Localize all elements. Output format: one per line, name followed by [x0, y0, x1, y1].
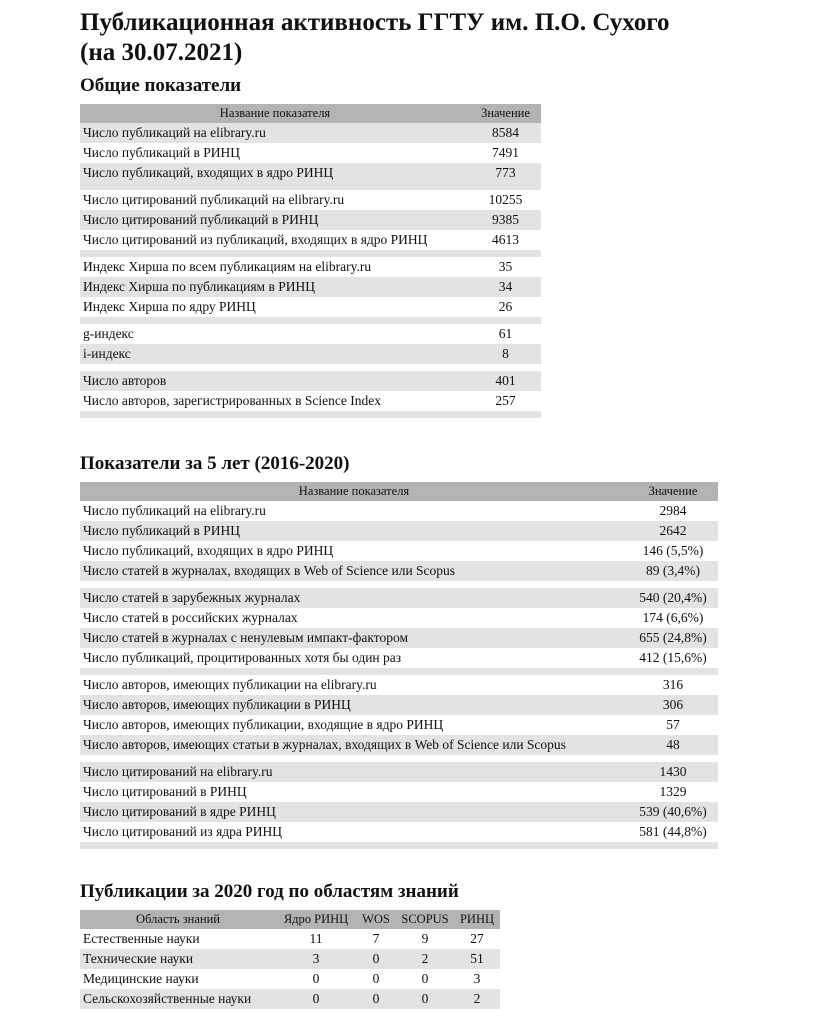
indicator-name: Число статей в российских журналах — [83, 610, 298, 625]
table-row — [80, 163, 541, 183]
indicator-value: 10255 — [488, 192, 523, 207]
page-title — [80, 0, 820, 68]
indicator-value: 257 — [495, 393, 516, 408]
indicator-value: 61 — [498, 326, 513, 341]
indicator-name: Число авторов, имеющих публикации на elibrary.ru — [83, 677, 377, 692]
table-row — [80, 782, 718, 802]
indicator-value: 1329 — [659, 784, 687, 799]
table-row — [80, 371, 541, 391]
row-separator — [80, 317, 541, 324]
row-separator — [80, 183, 541, 190]
indicator-value: 4613 — [492, 232, 519, 247]
row-separator — [80, 755, 718, 762]
table-row — [80, 735, 718, 755]
indicator-name: Число цитирований в ядре РИНЦ — [80, 802, 628, 822]
table-row — [80, 588, 718, 608]
column-header-name: Название показателя — [80, 104, 470, 123]
wos-count: 0 — [356, 949, 396, 969]
table-row — [80, 297, 541, 317]
indicator-value: 146 (5,5%) — [642, 543, 704, 558]
indicator-name: Число цитирований в РИНЦ — [83, 784, 247, 799]
wos-count: 0 — [356, 989, 396, 1009]
indicator-name: Индекс Хирша по всем публикациям на elibrary.ru — [83, 259, 372, 274]
indicator-value: 57 — [666, 717, 680, 732]
table-row — [80, 802, 718, 822]
table-row — [80, 521, 718, 541]
general-indicators-table — [80, 104, 541, 418]
column-header-value: Значение — [628, 482, 718, 501]
indicator-value: 174 (6,6%) — [642, 610, 704, 625]
indicator-value: 581 (44,8%) — [639, 824, 707, 839]
indicator-value: 539 (40,6%) — [628, 802, 718, 822]
table-row — [80, 929, 500, 949]
table-row — [80, 822, 718, 842]
indicator-name: Число авторов, зарегистрированных в Science Index — [83, 393, 382, 408]
table-row — [80, 989, 500, 1009]
indicator-value: 48 — [628, 735, 718, 755]
core-count: 0 — [276, 989, 356, 1009]
area-name: Сельскохозяйственные науки — [80, 989, 276, 1009]
area-name: Естественные науки — [83, 931, 200, 946]
table-row — [80, 257, 541, 277]
table-row — [80, 123, 541, 143]
indicator-name: Число публикаций, входящих в ядро РИНЦ — [80, 163, 470, 183]
indicator-value: 316 — [662, 677, 684, 692]
section-heading-general: Общие показатели — [80, 75, 242, 96]
indicator-name: Число цитирований на elibrary.ru — [80, 762, 628, 782]
indicator-value: 7491 — [492, 145, 519, 160]
indicator-name: Число цитирований публикаций на elibrary.ru — [83, 192, 345, 207]
table-row — [80, 608, 718, 628]
indicator-name: Число цитирований из публикаций, входящих в ядро РИНЦ — [83, 232, 428, 247]
rinc-count: 51 — [454, 949, 500, 969]
table-row — [80, 501, 718, 521]
table-row — [80, 277, 541, 297]
indicator-name: Индекс Хирша по публикациям в РИНЦ — [80, 277, 470, 297]
indicator-name: Число авторов, имеющих публикации, входящие в ядро РИНЦ — [83, 717, 444, 732]
indicator-name: Число публикаций, процитированных хотя бы один раз — [83, 650, 402, 665]
wos-count: 0 — [372, 971, 380, 986]
indicator-value: 8 — [470, 344, 541, 364]
document-page — [80, 0, 820, 1006]
indicator-value: 35 — [498, 259, 513, 274]
section-heading-knowledge-areas: Публикации за 2020 год по областям знаний — [80, 881, 459, 902]
table-row — [80, 715, 718, 735]
table-row — [80, 391, 541, 411]
knowledge-areas-table — [80, 910, 500, 1009]
table-row — [80, 344, 541, 364]
table-row — [80, 762, 718, 782]
indicator-value: 9385 — [470, 210, 541, 230]
section-heading-five-years: Показатели за 5 лет (2016-2020) — [80, 453, 350, 474]
column-header-core: Ядро РИНЦ — [276, 910, 356, 929]
table-row — [80, 210, 541, 230]
five-year-indicators-table — [80, 482, 718, 849]
indicator-value: 1430 — [628, 762, 718, 782]
column-header-wos: WOS — [356, 910, 396, 929]
indicator-name: g-индекс — [83, 326, 134, 341]
indicator-name: i-индекс — [80, 344, 470, 364]
scopus-count: 0 — [421, 971, 429, 986]
table-row — [80, 541, 718, 561]
row-separator — [80, 668, 718, 675]
indicator-name: Число авторов, имеющих публикации в РИНЦ — [80, 695, 628, 715]
core-count: 0 — [312, 971, 320, 986]
indicator-name: Число цитирований публикаций в РИНЦ — [80, 210, 470, 230]
indicator-name: Число цитирований из ядра РИНЦ — [83, 824, 283, 839]
table-row — [80, 969, 500, 989]
indicator-name: Число статей в журналах с ненулевым импакт-фактором — [80, 628, 628, 648]
indicator-name: Число публикаций в РИНЦ — [83, 145, 241, 160]
indicator-name: Число статей в зарубежных журналах — [80, 588, 628, 608]
indicator-value: 655 (24,8%) — [628, 628, 718, 648]
table-header-row — [80, 910, 500, 929]
row-separator — [80, 364, 541, 371]
row-separator — [80, 842, 718, 849]
indicator-name: Число публикаций на elibrary.ru — [80, 123, 470, 143]
column-header-name: Название показателя — [80, 482, 628, 501]
rinc-count: 27 — [470, 931, 484, 946]
indicator-value: 34 — [470, 277, 541, 297]
indicator-value: 89 (3,4%) — [628, 561, 718, 581]
indicator-value: 773 — [470, 163, 541, 183]
table-row — [80, 190, 541, 210]
row-separator — [80, 581, 718, 588]
row-separator — [80, 411, 541, 418]
area-name: Технические науки — [80, 949, 276, 969]
column-header-rinc: РИНЦ — [454, 910, 500, 929]
table-row — [80, 675, 718, 695]
scopus-count: 2 — [396, 949, 454, 969]
column-header-value: Значение — [470, 104, 541, 123]
rinc-count: 3 — [473, 971, 481, 986]
row-separator — [80, 250, 541, 257]
rinc-count: 2 — [454, 989, 500, 1009]
table-row — [80, 949, 500, 969]
indicator-name: Число публикаций в РИНЦ — [80, 521, 628, 541]
indicator-value: 401 — [470, 371, 541, 391]
scopus-count: 9 — [421, 931, 429, 946]
area-name: Медицинские науки — [83, 971, 199, 986]
indicator-value: 2642 — [628, 521, 718, 541]
table-row — [80, 628, 718, 648]
scopus-count: 0 — [396, 989, 454, 1009]
table-row — [80, 648, 718, 668]
table-row — [80, 561, 718, 581]
table-row — [80, 695, 718, 715]
table-row — [80, 143, 541, 163]
table-header-row — [80, 104, 541, 123]
indicator-value: 8584 — [470, 123, 541, 143]
indicator-value: 2984 — [659, 503, 687, 518]
indicator-name: Число публикаций, входящих в ядро РИНЦ — [83, 543, 334, 558]
table-row — [80, 230, 541, 250]
column-header-scopus: SCOPUS — [396, 910, 454, 929]
table-header-row — [80, 482, 718, 501]
indicator-value: 540 (20,4%) — [628, 588, 718, 608]
indicator-value: 26 — [498, 299, 513, 314]
indicator-name: Число статей в журналах, входящих в Web of Science или Scopus — [80, 561, 628, 581]
page-title-line1: Публикационная активность ГГТУ им. П.О. Сухого — [80, 9, 670, 36]
indicator-value: 412 (15,6%) — [639, 650, 707, 665]
indicator-name: Число авторов — [80, 371, 470, 391]
indicator-name: Число авторов, имеющих статьи в журналах, входящих в Web of Science или Scopus — [80, 735, 628, 755]
column-header-area: Область знаний — [80, 910, 276, 929]
indicator-value: 306 — [628, 695, 718, 715]
core-count: 11 — [309, 931, 323, 946]
wos-count: 7 — [372, 931, 380, 946]
core-count: 3 — [276, 949, 356, 969]
indicator-name: Индекс Хирша по ядру РИНЦ — [83, 299, 256, 314]
page-title-line2: (на 30.07.2021) — [80, 39, 243, 66]
table-row — [80, 324, 541, 344]
indicator-name: Число публикаций на elibrary.ru — [83, 503, 266, 518]
